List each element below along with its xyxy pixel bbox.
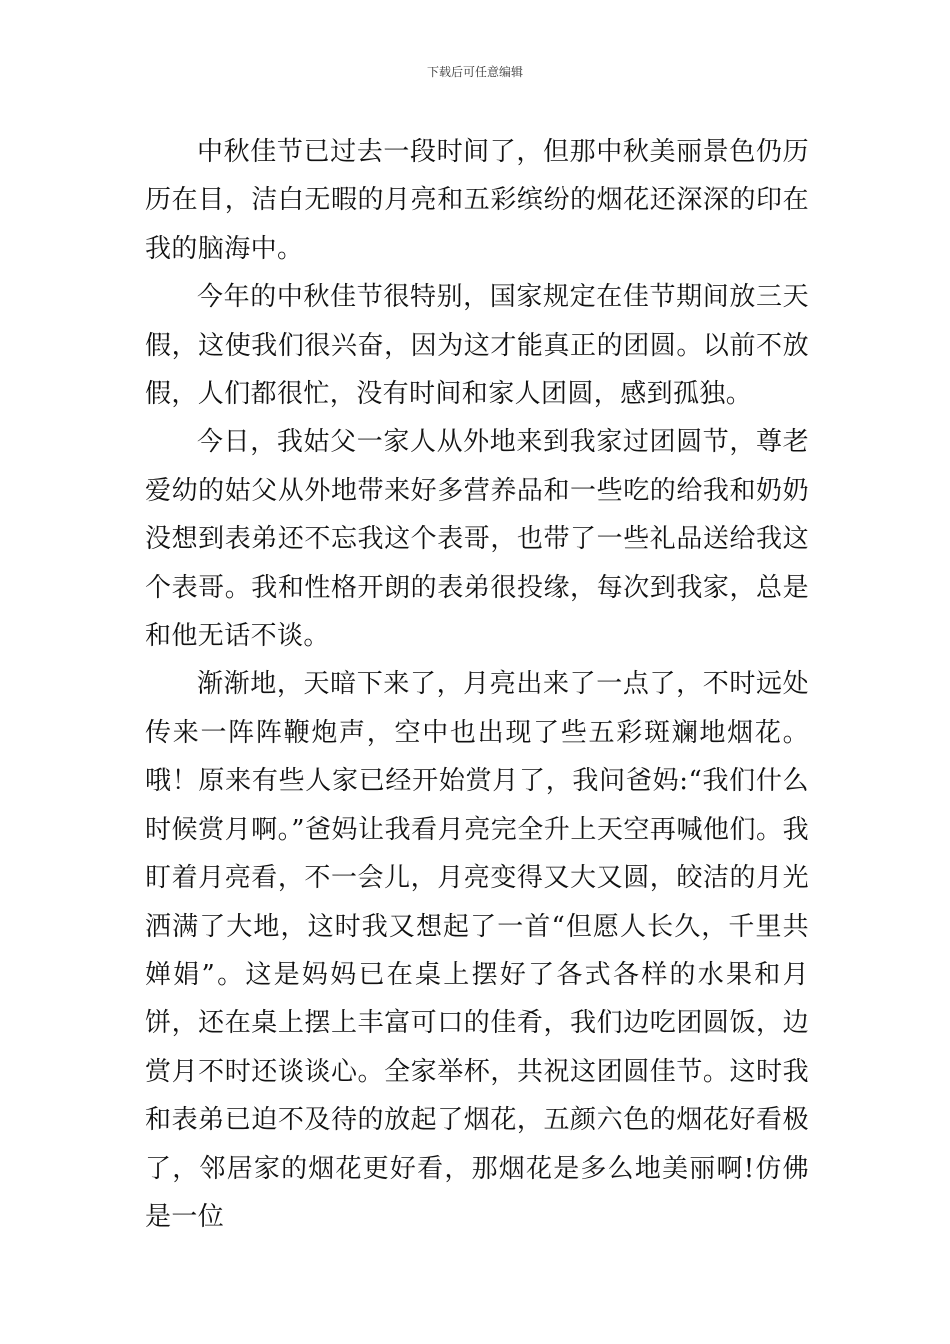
article-body bbox=[145, 128, 809, 1241]
page-header-note: 下载后可任意编辑 bbox=[426, 65, 523, 79]
paragraph-4: 渐渐地，天暗下来了，月亮出来了一点了，不时远处传来一阵阵鞭炮声，空中也出现了些五彩斑斓地烟花。哦！原来有些人家已经开始赏月了，我问爸妈:“我们什么时候赏月啊。”爸妈让我看月亮完全升上天空再喊他们。我盯着月亮看，不一会儿，月亮变得又大又圆，皎洁的月光洒满了大地，这时我又想起了一首“但愿人长久，千里共婵娟”。这是妈妈已在桌上摆好了各式各样的水果和月饼，还在桌上摆上丰富可口的佳肴，我们边吃团圆饭，边赏月不时还谈谈心。全家举杯，共祝这团圆佳节。这时我和表弟已迫不及待的放起了烟花，五颜六色的烟花好看极了，邻居家的烟花更好看，那烟花是多么地美丽啊!仿佛是一位 bbox=[145, 669, 809, 1232]
paragraph-2: 今年的中秋佳节很特别，国家规定在佳节期间放三天假，这使我们很兴奋，因为这才能真正的团圆。以前不放假，人们都很忙，没有时间和家人团圆，感到孤独。 bbox=[145, 282, 809, 410]
paragraph-1: 中秋佳节已过去一段时间了，但那中秋美丽景色仍历历在目，洁白无暇的月亮和五彩缤纷的烟花还深深的印在我的脑海中。 bbox=[145, 137, 809, 264]
paragraph-3: 今日，我姑父一家人从外地来到我家过团圆节，尊老爱幼的姑父从外地带来好多营养品和一些吃的给我和奶奶没想到表弟还不忘我这个表哥，也带了一些礼品送给我这个表哥。我和性格开朗的表弟很投缘，每次到我家，总是和他无话不谈。 bbox=[145, 427, 809, 652]
